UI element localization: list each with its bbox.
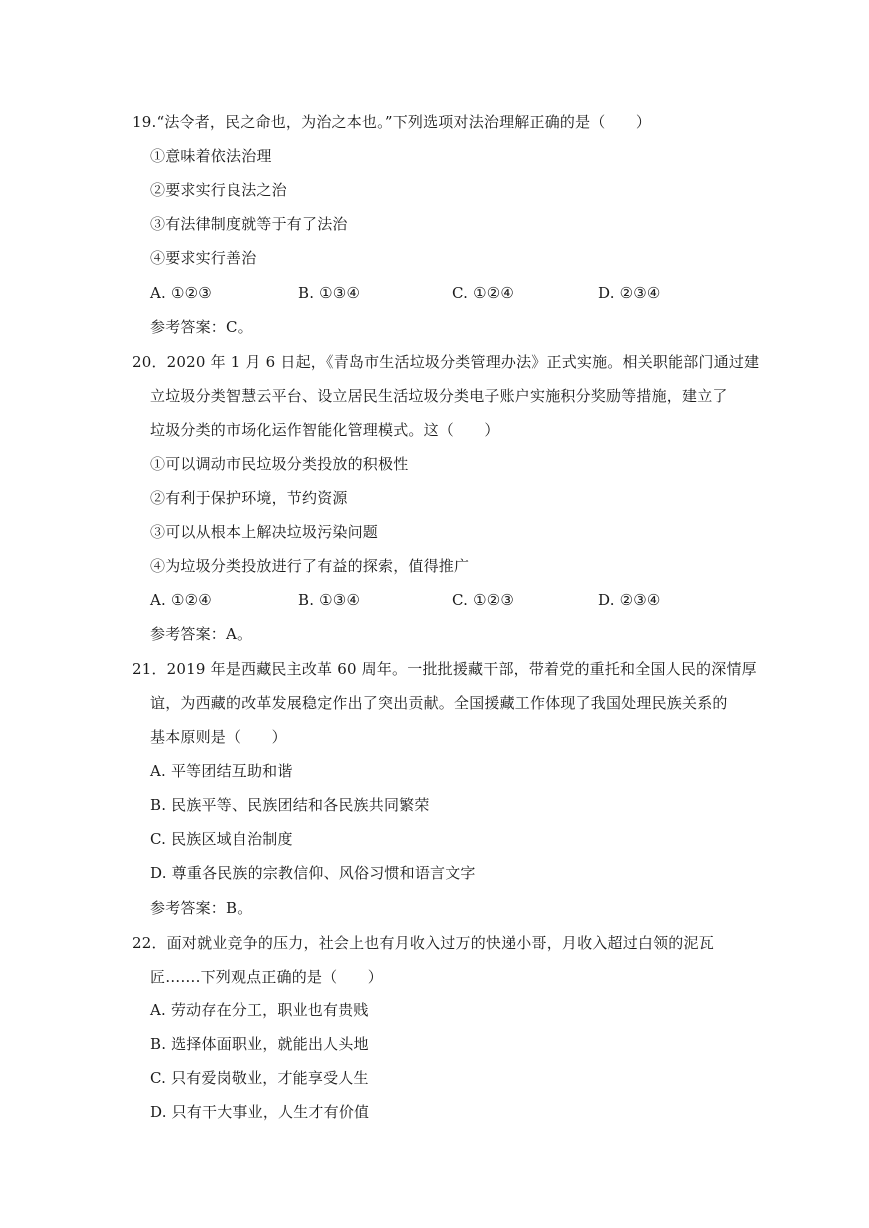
question-19-item-4: ④要求实行善治 [150, 249, 257, 267]
question-21-answer: 参考答案：B。 [150, 899, 253, 917]
choice-b: B. ①③④ [298, 284, 361, 302]
question-22-option-c: C. 只有爱岗敬业，才能享受人生 [150, 1069, 369, 1087]
question-19-stem: 19.“法令者，民之命也，为治之本也。”下列选项对法治理解正确的是（ ） [132, 113, 652, 131]
question-22-option-b: B. 选择体面职业，就能出人头地 [150, 1035, 369, 1053]
question-21-option-d: D. 尊重各民族的宗教信仰、风俗习惯和语言文字 [150, 864, 476, 882]
question-19-item-1: ①意味着依法治理 [150, 147, 272, 165]
question-20-item-2: ②有利于保护环境，节约资源 [150, 489, 348, 507]
question-20-item-3: ③可以从根本上解决垃圾污染问题 [150, 523, 379, 541]
question-21-option-b: B. 民族平等、民族团结和各民族共同繁荣 [150, 796, 430, 814]
question-19-item-3: ③有法律制度就等于有了法治 [150, 215, 348, 233]
question-20-answer: 参考答案：A。 [150, 625, 253, 643]
question-21-stem-line-3: 基本原则是（ ） [150, 728, 287, 746]
question-20-stem-line-3: 垃圾分类的市场化运作智能化管理模式。这（ ） [150, 421, 500, 439]
question-20-stem-line-1: 20．2020 年 1 月 6 日起，《青岛市生活垃圾分类管理办法》正式实施。相关职能部门通过建 [132, 353, 760, 371]
choice-b: B. ①③④ [298, 591, 361, 609]
question-22-option-d: D. 只有干大事业，人生才有价值 [150, 1103, 370, 1121]
question-21-stem-line-1: 21．2019 年是西藏民主改革 60 周年。一批批援藏干部，带着党的重托和全国人民的深情厚 [132, 660, 757, 678]
question-21-stem-line-2: 谊，为西藏的改革发展稳定作出了突出贡献。全国援藏工作体现了我国处理民族关系的 [150, 694, 728, 712]
choice-a: A. ①②④ [150, 591, 212, 609]
question-22-stem-line-1: 22．面对就业竞争的压力，社会上也有月收入过万的快递小哥，月收入超过白领的泥瓦 [132, 934, 714, 952]
choice-a: A. ①②③ [150, 284, 212, 302]
choice-d: D. ②③④ [598, 284, 661, 302]
question-19-answer: 参考答案：C。 [150, 318, 253, 336]
question-19-item-2: ②要求实行良法之治 [150, 181, 287, 199]
question-22-stem-line-2: 匠…….下列观点正确的是（ ） [150, 968, 383, 986]
choice-d: D. ②③④ [598, 591, 661, 609]
choice-c: C. ①②④ [452, 284, 515, 302]
choice-c: C. ①②③ [452, 591, 515, 609]
question-21-option-c: C. 民族区域自治制度 [150, 830, 293, 848]
question-21-option-a: A. 平等团结互助和谐 [150, 762, 293, 780]
question-20-item-1: ①可以调动市民垃圾分类投放的积极性 [150, 455, 409, 473]
question-22-option-a: A. 劳动存在分工，职业也有贵贱 [150, 1001, 369, 1019]
question-20-item-4: ④为垃圾分类投放进行了有益的探索，值得推广 [150, 557, 470, 575]
question-20-stem-line-2: 立垃圾分类智慧云平台、设立居民生活垃圾分类电子账户实施积分奖励等措施，建立了 [150, 387, 728, 405]
